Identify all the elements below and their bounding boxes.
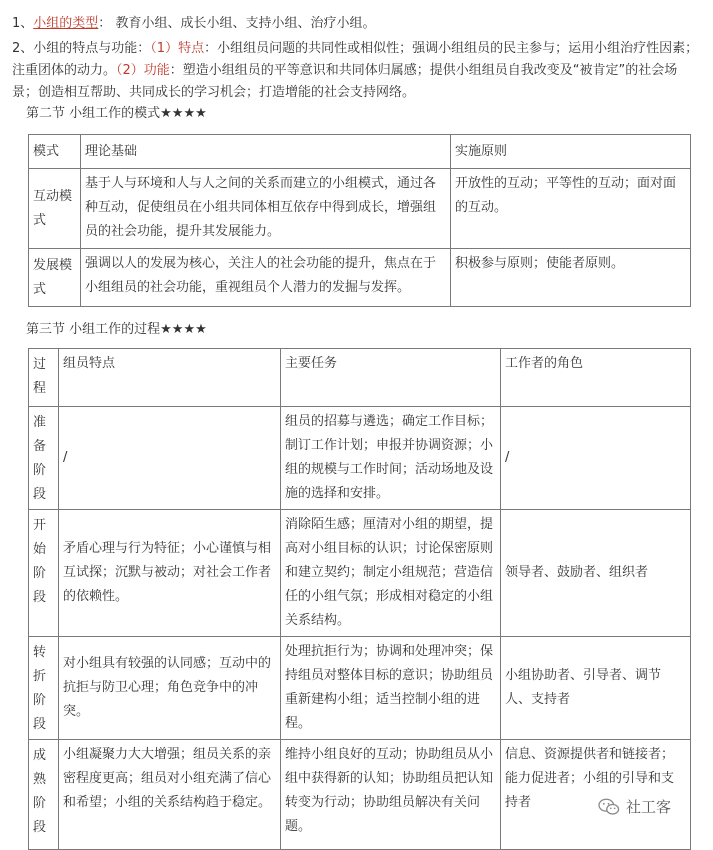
functions-text: ：塑造小组组员的平等意识和共同体归属感；提供小组组员自我改变及“被肯定”的社会场景；创造相互帮助、共同成长的学习机会；打造增能的社会支持网络。 bbox=[12, 63, 678, 100]
item-number: 2、 bbox=[12, 41, 34, 56]
wechat-icon bbox=[598, 797, 620, 817]
theory-cell: 基于人与环境和人与人之间的关系而建立的小组模式，通过各种互动，促使组员在小组共同体相互依存中得到成长，增强组员的社会功能，提升其发展能力。 bbox=[81, 169, 451, 249]
traits-cell: 对小组具有较强的认同感；互动中的抗拒与防卫心理；角色竞争中的冲突。 bbox=[59, 637, 281, 740]
table-row bbox=[29, 249, 691, 307]
functions-tag: （2）功能 bbox=[116, 63, 170, 78]
header-cell: 模式 bbox=[29, 135, 81, 169]
mode-cell: 互动模式 bbox=[29, 169, 81, 249]
principle-cell: 开放性的互动；平等性的互动；面对面的互动。 bbox=[451, 169, 691, 249]
group-types-text: 教育小组、成长小组、支持小组、治疗小组。 bbox=[115, 16, 376, 31]
tasks-cell: 消除陌生感；厘清对小组的期望，提高对小组目标的认识；讨论保密原则和建立契约；制定小组规范；营造信任的小组气氛；形成相对稳定的小组关系结构。 bbox=[281, 510, 501, 637]
role-cell: / bbox=[501, 407, 691, 510]
section-2-title: 第二节 小组工作的模式★★★★ bbox=[26, 106, 207, 121]
stage-cell: 准备阶段 bbox=[29, 407, 59, 510]
traits-cell: 矛盾心理与行为特征；小心谨慎与相互试探；沉默与被动；对社会工作者的依赖性。 bbox=[59, 510, 281, 637]
header-cell: 过程 bbox=[29, 349, 59, 407]
features-tag: （1）特点 bbox=[150, 41, 205, 56]
header-cell: 组员特点 bbox=[59, 349, 281, 407]
stage-cell: 转折阶段 bbox=[29, 637, 59, 740]
role-cell: 信息、资源提供者和链接者；能力促进者；小组的引导和支持者 bbox=[501, 740, 691, 850]
traits-cell: / bbox=[59, 407, 281, 510]
traits-cell: 小组凝聚力大大增强；组员关系的亲密程度更高；组员对小组充满了信心和希望；小组的关系结构趋于稳定。 bbox=[59, 740, 281, 850]
process-table bbox=[28, 348, 691, 850]
stage-cell: 开始阶段 bbox=[29, 510, 59, 637]
item-number: 1、 bbox=[12, 16, 34, 31]
tasks-cell: 组员的招募与遴选；确定工作目标；制订工作计划；申报并协调资源；小组的规模与工作时间；活动场地及设施的选择和安排。 bbox=[281, 407, 501, 510]
mode-cell: 发展模式 bbox=[29, 249, 81, 307]
features-text: ：小组组员问题的共同性或相似性；强调小组组员的民主参与；运用小组治疗性因素；注重团体的动力。 bbox=[12, 41, 699, 78]
table-row bbox=[29, 407, 691, 510]
intro-line-1: 1、小组的类型： 教育小组、成长小组、支持小组、治疗小组。 bbox=[12, 16, 376, 31]
header-cell: 理论基础 bbox=[81, 135, 451, 169]
principle-cell: 积极参与原则；使能者原则。 bbox=[451, 249, 691, 307]
table-header-row bbox=[29, 135, 691, 169]
header-cell: 主要任务 bbox=[281, 349, 501, 407]
intro-line-2: 2、小组的特点与功能：（1）特点：小组组员问题的共同性或相似性；强调小组组员的民主参与；运用小组治疗性因素；注重团体的动力。（2）功能：塑造小组组员的平等意识和共同体归属感；提供小组组员自我改变及“被肯定”的社会场景；创造相互帮助、共同成长的学习机会；打造增能的社会支持网络。 bbox=[12, 41, 699, 100]
watermark bbox=[598, 796, 671, 817]
models-table bbox=[28, 134, 691, 307]
tasks-cell: 维持小组良好的互动；协助组员从小组中获得新的认知；协助组员把认知转变为行动；协助组员解决有关问题。 bbox=[281, 740, 501, 850]
table-row bbox=[29, 510, 691, 637]
tasks-cell: 处理抗拒行为；协调和处理冲突；保持组员对整体目标的意识；协助组员重新建构小组；适当控制小组的进程。 bbox=[281, 637, 501, 740]
group-types-link[interactable]: 小组的类型 bbox=[33, 16, 99, 31]
role-cell: 小组协助者、引导者、调节人、支持者 bbox=[501, 637, 691, 740]
section-3-title: 第三节 小组工作的过程★★★★ bbox=[26, 322, 207, 337]
header-cell: 实施原则 bbox=[451, 135, 691, 169]
table-row bbox=[29, 169, 691, 249]
role-cell: 领导者、鼓励者、组织者 bbox=[501, 510, 691, 637]
table-row bbox=[29, 637, 691, 740]
header-cell: 工作者的角色 bbox=[501, 349, 691, 407]
stage-cell: 成熟阶段 bbox=[29, 740, 59, 850]
table-row bbox=[29, 740, 691, 850]
table-header-row bbox=[29, 349, 691, 407]
watermark-text: 社工客 bbox=[626, 798, 672, 816]
theory-cell: 强调以人的发展为核心，关注人的社会功能的提升，焦点在于小组组员的社会功能，重视组员个人潜力的发掘与发挥。 bbox=[81, 249, 451, 307]
